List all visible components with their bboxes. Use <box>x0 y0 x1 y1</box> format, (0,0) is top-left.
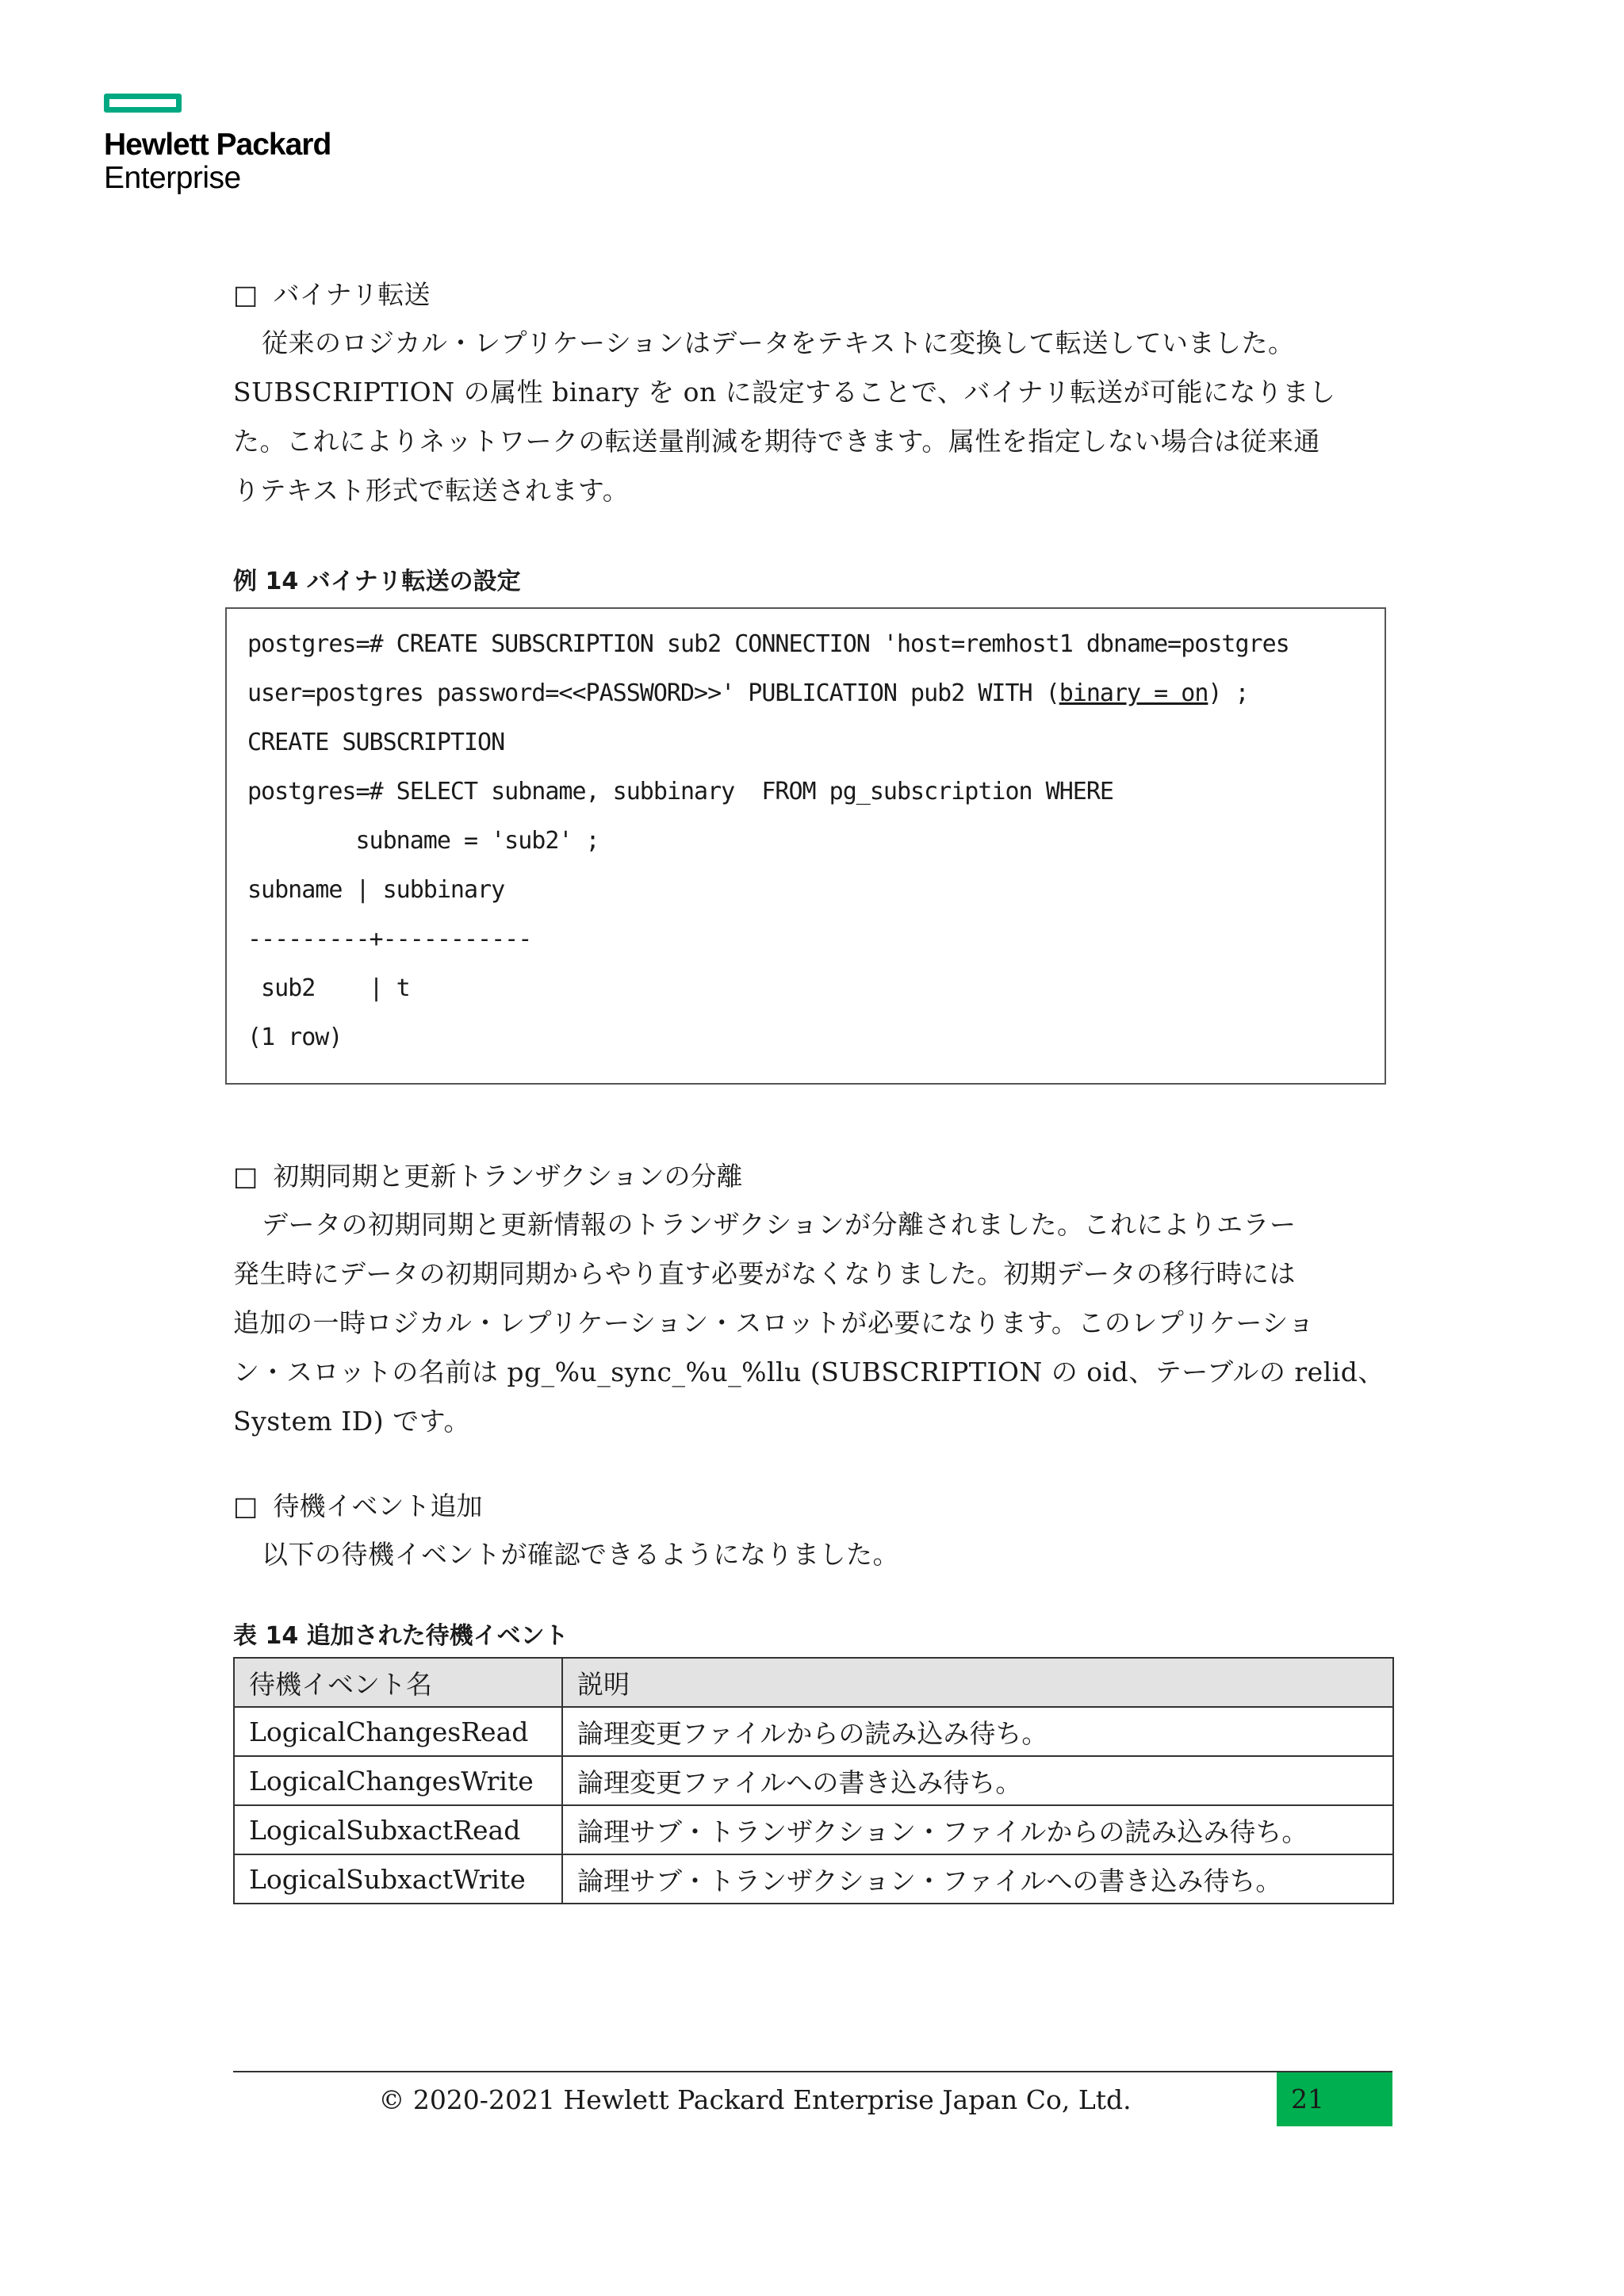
code-example-box <box>225 607 1386 1085</box>
checkbox-glyph: □ <box>233 279 259 310</box>
page-content <box>233 276 1392 1904</box>
section-title: 待機イベント追加 <box>273 1490 483 1521</box>
logo-text-line1: Hewlett Packard <box>104 128 331 162</box>
table-cell: 論理変更ファイルへの書き込み待ち。 <box>562 1756 1393 1805</box>
paragraph-line: りテキスト形式で転送されます。 <box>233 475 630 506</box>
code-line: subname | subbinary <box>247 876 505 904</box>
checkbox-glyph: □ <box>233 1161 259 1192</box>
logo-text-line2: Enterprise <box>104 161 241 195</box>
footer-copyright: © 2020-2021 Hewlett Packard Enterprise Japan Co, Ltd. <box>378 2084 1132 2115</box>
paragraph-line: データの初期同期と更新情報のトランザクションが分離されました。これによりエラー <box>262 1209 1297 1240</box>
paragraph-line: 発生時にデータの初期同期からやり直す必要がなくなりました。初期データの移行時には <box>233 1258 1296 1289</box>
table-row <box>234 1854 1393 1904</box>
table-cell: LogicalSubxactWrite <box>234 1854 562 1904</box>
section-heading-wait-events <box>233 1487 1392 1525</box>
table-row <box>234 1805 1393 1854</box>
section-body-binary-transfer <box>233 319 1392 515</box>
code-line: (1 row) <box>247 1024 343 1051</box>
section-body-wait-events <box>233 1530 1392 1579</box>
code-line: sub2 | t <box>247 974 410 1002</box>
table-header-cell: 待機イベント名 <box>234 1658 562 1707</box>
code-line: CREATE SUBSCRIPTION <box>247 729 505 756</box>
code-line <box>247 669 1385 718</box>
table-row <box>234 1707 1393 1756</box>
section-body-initial-sync <box>233 1200 1392 1446</box>
paragraph-line: 従来のロジカル・レプリケーションはデータをテキストに変換して転送していました。 <box>262 327 1295 358</box>
section-title: バイナリ転送 <box>273 279 431 310</box>
code-line: postgres=# SELECT subname, subbinary FROM pg_subscription WHERE <box>247 778 1113 806</box>
company-logo <box>104 94 331 195</box>
code-line: ---------+----------- <box>247 925 532 953</box>
footer-divider <box>233 2071 1392 2072</box>
table-cell: 論理変更ファイルからの読み込み待ち。 <box>562 1707 1393 1756</box>
section-heading-initial-sync <box>233 1158 1392 1196</box>
table-cell: LogicalChangesWrite <box>234 1756 562 1805</box>
table-cell: 論理サブ・トランザクション・ファイルへの書き込み待ち。 <box>562 1854 1393 1904</box>
section-title: 初期同期と更新トランザクションの分離 <box>273 1161 743 1192</box>
paragraph-line: System ID) です。 <box>233 1406 470 1437</box>
paragraph-line: 追加の一時ロジカル・レプリケーション・スロットが必要になります。このレプリケーショ <box>233 1307 1315 1338</box>
table-header-cell: 説明 <box>562 1658 1393 1707</box>
code-segment: user=postgres password=<<PASSWORD>>' PUBLICATION pub2 WITH ( <box>247 679 1059 707</box>
logo-mark <box>104 94 182 113</box>
table-header-row <box>234 1658 1393 1707</box>
code-underlined-option: binary = on <box>1059 679 1208 707</box>
paragraph-line: ン・スロットの名前は pg_%u_sync_%u_%llu (SUBSCRIPTION の oid、テーブルの relid、 <box>233 1357 1385 1387</box>
code-segment: ) ; <box>1208 679 1249 707</box>
table-cell: LogicalSubxactRead <box>234 1805 562 1854</box>
paragraph-line: た。これによりネットワークの転送量削減を期待できます。属性を指定しない場合は従来通 <box>233 426 1320 457</box>
paragraph-line: 以下の待機イベントが確認できるようになりました。 <box>262 1539 899 1570</box>
table-cell: 論理サブ・トランザクション・ファイルからの読み込み待ち。 <box>562 1805 1393 1854</box>
table-row <box>234 1756 1393 1805</box>
checkbox-glyph: □ <box>233 1490 259 1521</box>
example-caption: 例 14 バイナリ転送の設定 <box>233 568 521 595</box>
section-heading-binary-transfer <box>233 276 1392 314</box>
code-line: postgres=# CREATE SUBSCRIPTION sub2 CONNECTION 'host=remhost1 dbname=postgres <box>247 630 1289 658</box>
wait-events-table <box>233 1657 1394 1904</box>
paragraph-line: SUBSCRIPTION の属性 binary を on に設定することで、バイナリ転送が可能になりまし <box>233 377 1336 408</box>
table-cell: LogicalChangesRead <box>234 1707 562 1756</box>
page-number: 21 <box>1277 2072 1392 2126</box>
table-caption: 表 14 追加された待機イベント <box>233 1622 569 1650</box>
code-line: subname = 'sub2' ; <box>247 827 599 855</box>
